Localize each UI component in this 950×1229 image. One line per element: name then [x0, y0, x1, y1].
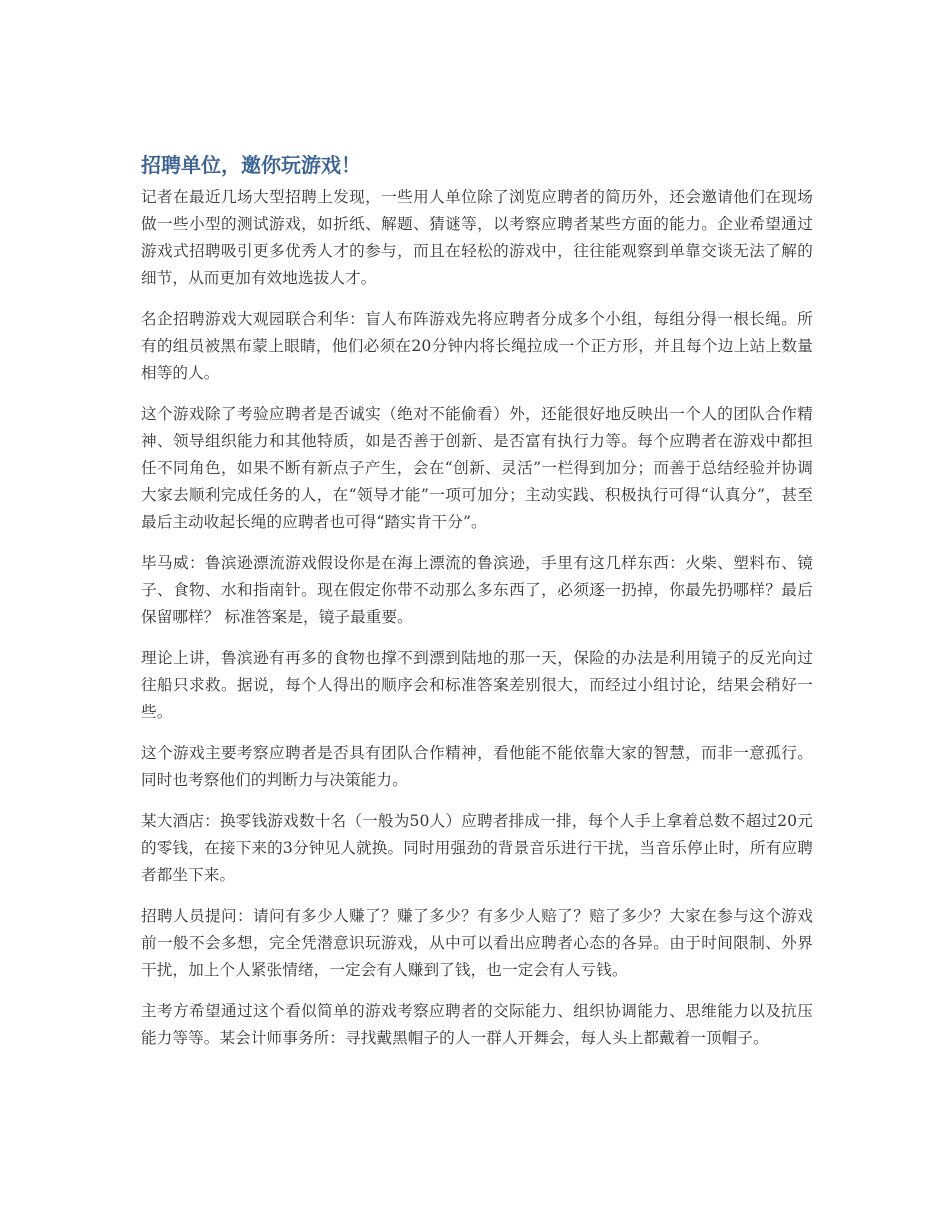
paragraph-kpmg-theory: 理论上讲，鲁滨逊有再多的食物也撑不到漂到陆地的那一天，保险的办法是利用镜子的反光向过往船只求救。据说，每个人得出的顺序会和标准答案差别很大，而经过小组讨论，结果会稍好一些。	[141, 649, 813, 721]
paragraph-hotel-questions: 招聘人员提问：请问有多少人赚了？赚了多少？有多少人赔了？赔了多少？大家在参与这个游戏前一般不会多想，完全凭潜意识玩游戏，从中可以看出应聘者心态的各异。由于时间限制、外界干扰，加上个人紧张情绪，一定会有人赚到了钱，也一定会有人亏钱。	[141, 907, 813, 979]
paragraph-kpmg-game: 毕马威：鲁滨逊漂流游戏假设你是在海上漂流的鲁滨逊，手里有这几样东西：火柴、塑料布、镜子、食物、水和指南针。现在假定你带不动那么多东西了，必须逐一扔掉，你最先扔哪样？最后保留哪样？ 标准答案是，镜子最重要。	[141, 554, 813, 626]
paragraph-accounting-firm: 主考方希望通过这个看似简单的游戏考察应聘者的交际能力、组织协调能力、思维能力以及抗压能力等等。某会计师事务所：寻找戴黑帽子的人一群人开舞会，每人头上都戴着一顶帽子。	[141, 1002, 813, 1047]
paragraph-kpmg-purpose: 这个游戏主要考察应聘者是否具有团队合作精神，看他能不能依靠大家的智慧，而非一意孤行。同时也考察他们的判断力与决策能力。	[141, 744, 813, 789]
paragraph-intro: 记者在最近几场大型招聘上发现，一些用人单位除了浏览应聘者的简历外，还会邀请他们在现场做一些小型的测试游戏，如折纸、解题、猜谜等，以考察应聘者某些方面的能力。企业希望通过游戏式招聘吸引更多优秀人才的参与，而且在轻松的游戏中，往往能观察到单靠交谈无法了解的细节，从而更加有效地选拔人才。	[141, 188, 813, 287]
paragraph-hotel-game: 某大酒店：换零钱游戏数十名（一般为50人）应聘者排成一排，每个人手上拿着总数不超过20元的零钱，在接下来的3分钟见人就换。同时用强劲的背景音乐进行干扰，当音乐停止时，所有应聘者都坐下来。	[141, 812, 813, 884]
article-title: 招聘单位，邀你玩游戏！	[141, 153, 361, 177]
paragraph-unilever-evaluation: 这个游戏除了考验应聘者是否诚实（绝对不能偷看）外，还能很好地反映出一个人的团队合作精神、领导组织能力和其他特质，如是否善于创新、是否富有执行力等。每个应聘者在游戏中都担任不同角色，如果不断有新点子产生，会在“创新、灵活”一栏得到加分；而善于总结经验并协调大家去顺利完成任务的人，在“领导才能”一项可加分；主动实践、积极执行可得“认真分”，甚至最后主动收起长绳的应聘者也可得“踏实肯干分”。	[141, 405, 813, 531]
paragraph-unilever-game: 名企招聘游戏大观园联合利华：盲人布阵游戏先将应聘者分成多个小组，每组分得一根长绳。所有的组员被黑布蒙上眼睛，他们必须在20分钟内将长绳拉成一个正方形，并且每个边上站上数量相等的人。	[141, 310, 813, 382]
document-page	[141, 150, 813, 1066]
